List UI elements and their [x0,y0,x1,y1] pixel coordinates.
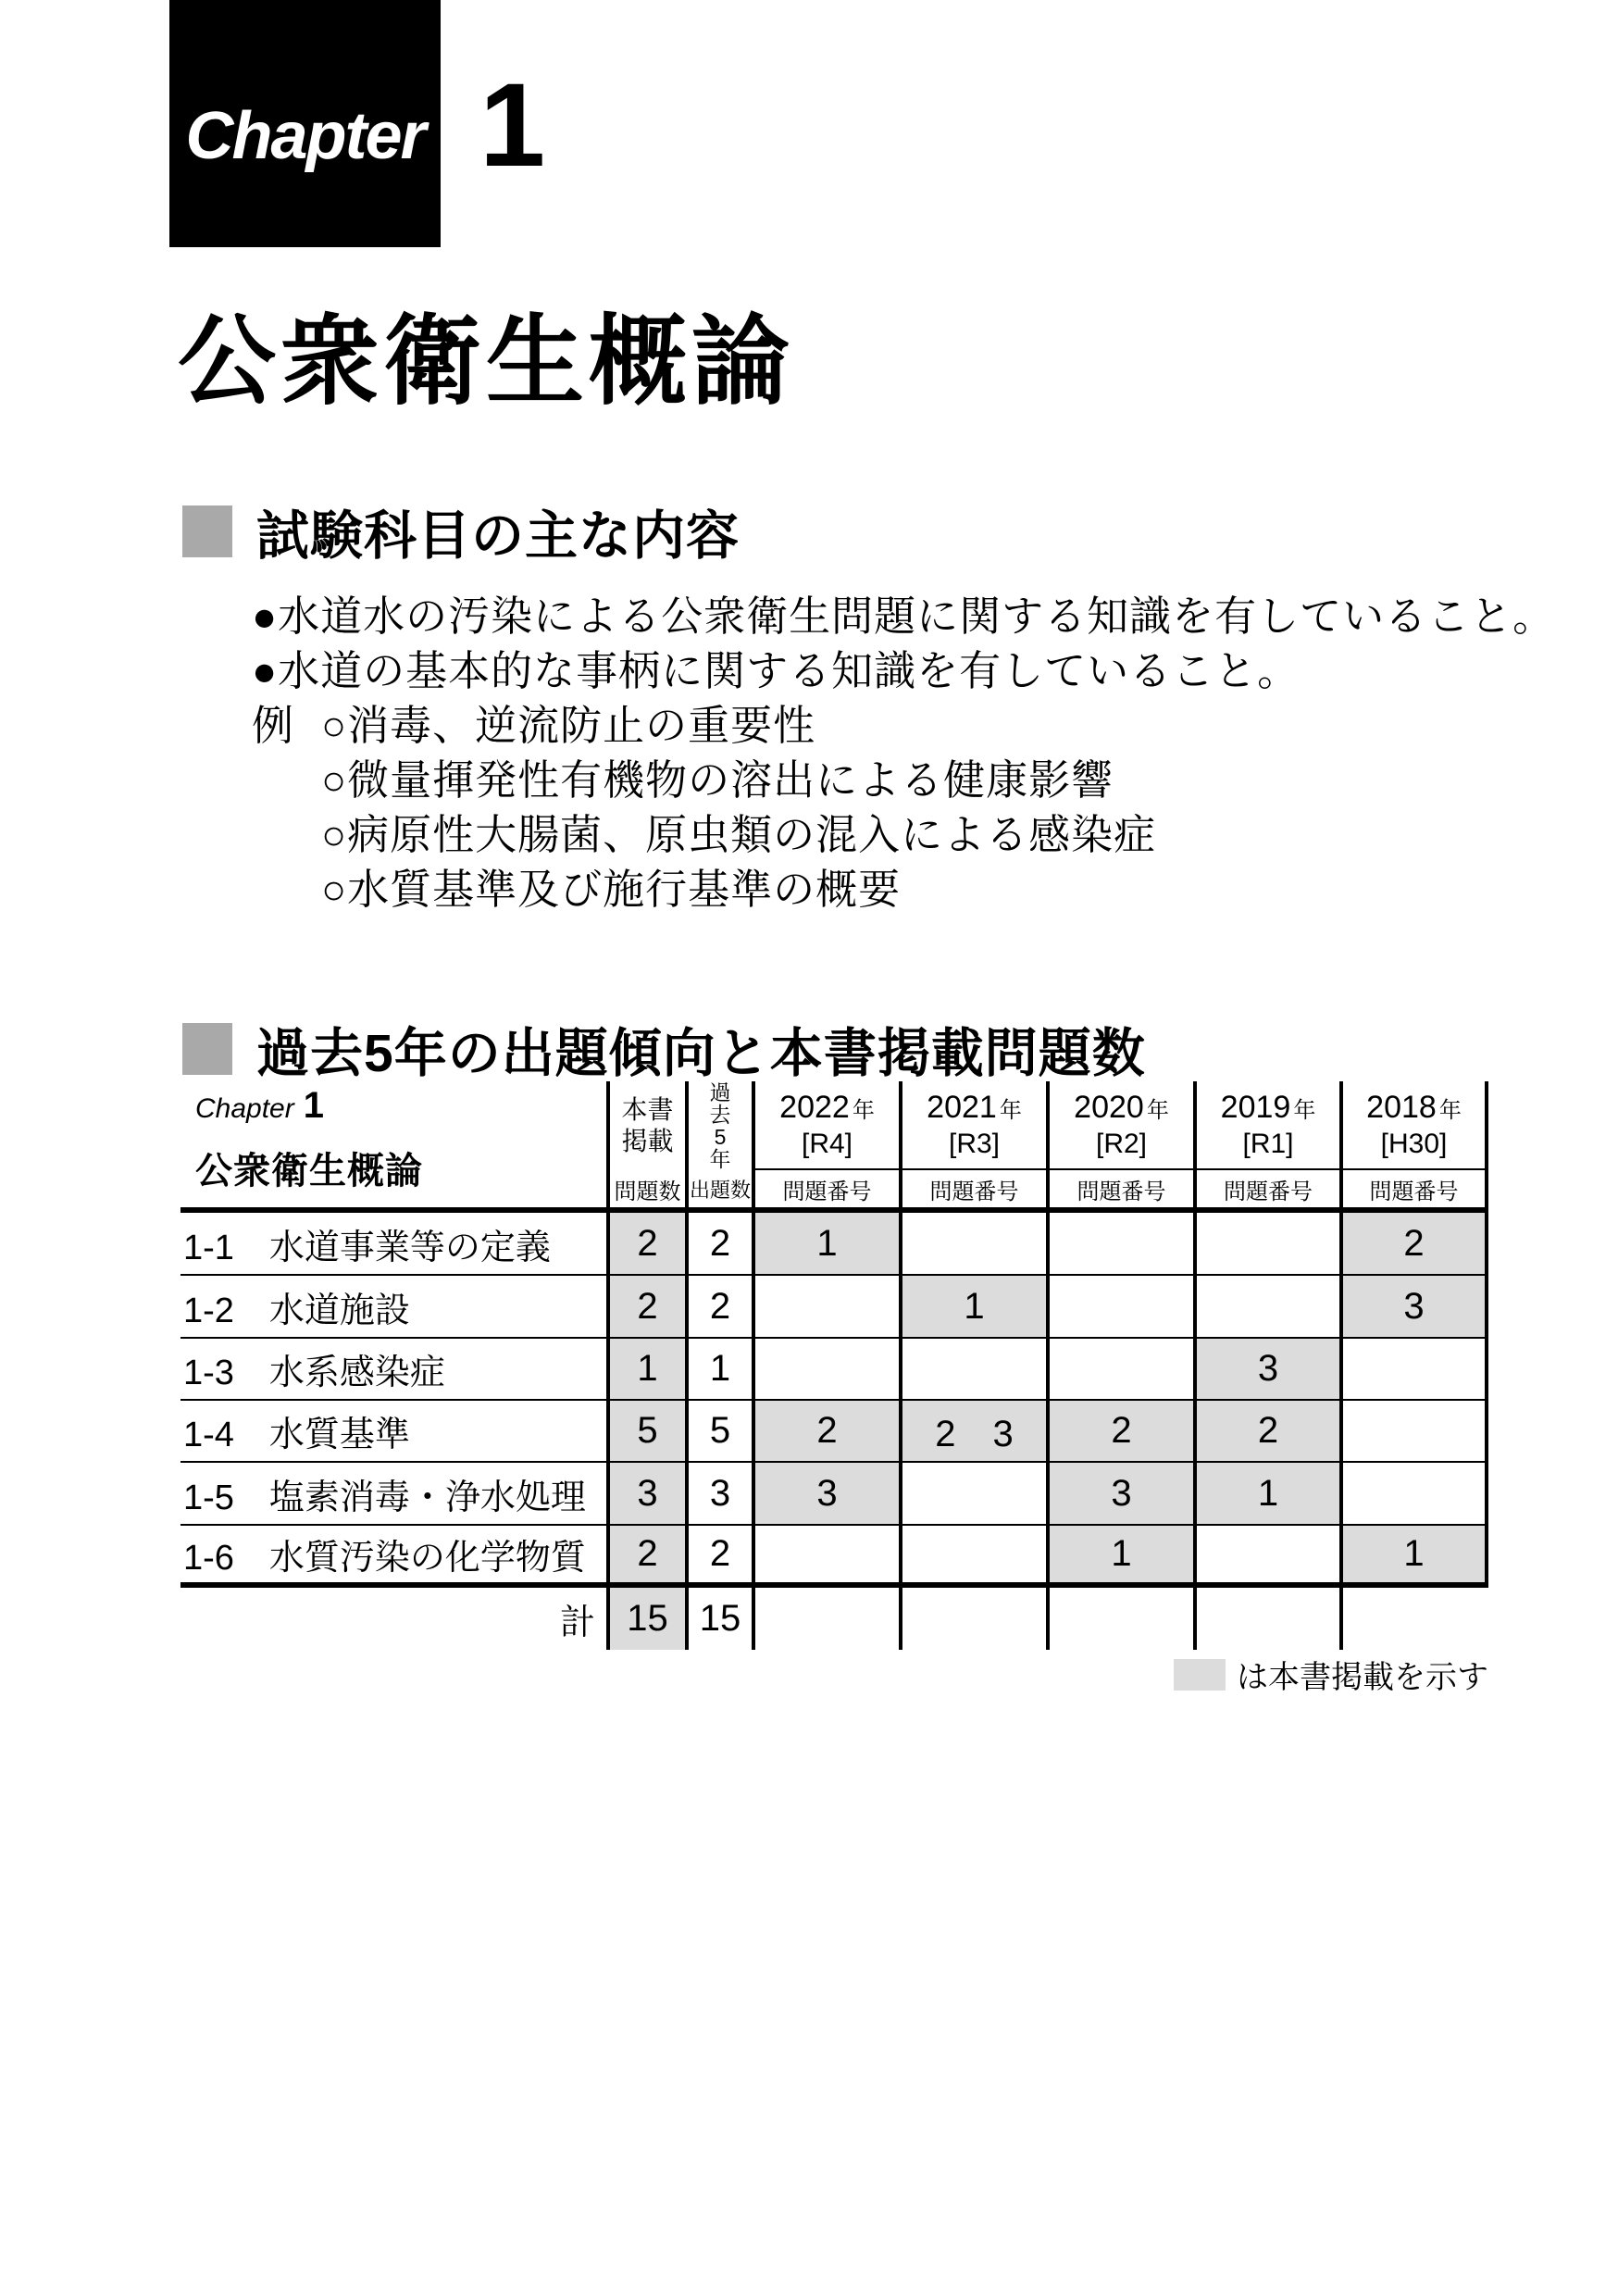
cell-past: 2 [685,1526,752,1588]
cell-year: 3 [1046,1463,1193,1526]
cell-year [1193,1213,1339,1276]
cell-year: 2 [1193,1401,1339,1463]
cell-year: 3 [1339,1276,1488,1339]
list-item: ○病原性大腸菌、原虫類の混入による感染症 [321,811,1157,858]
cell-year [899,1526,1046,1588]
year-label: 2021 [927,1089,997,1125]
header-year-2021 [899,1081,1046,1213]
header-past-char: 年 [709,1147,731,1171]
year-era: [H30] [1380,1129,1448,1160]
section-heading-text: 試験科目の主な内容 [256,506,740,566]
cell-book: 3 [606,1463,685,1526]
table-legend [1174,1652,1488,1697]
year-unit: 年 [1146,1097,1169,1123]
cell-year [1046,1213,1193,1276]
header-past-label [689,1081,752,1170]
row-label: 1-3 水系感染症 [180,1339,606,1401]
cell-book: 2 [606,1276,685,1339]
list-item [252,698,1555,753]
row-label: 1-2 水道施設 [180,1276,606,1339]
header-book-column [606,1081,685,1213]
year-era: [R1] [1242,1129,1294,1160]
year-sub: 問題番号 [902,1168,1046,1207]
year-sub: 問題番号 [1050,1168,1193,1207]
year-sub: 問題番号 [755,1168,899,1207]
question-trend-table [180,1081,1488,1650]
cell-year: 1 [1339,1526,1488,1588]
total-year-cell [752,1588,899,1650]
cell-past: 3 [685,1463,752,1526]
header-book-line2: 掲載 [621,1127,674,1155]
cell-year [1339,1463,1488,1526]
year-era: [R2] [1095,1129,1148,1160]
row-label: 1-6 水質汚染の化学物質 [180,1526,606,1588]
table-corner-title: 公衆衛生概論 [195,1151,423,1192]
year-label: 2020 [1074,1089,1144,1125]
cell-year: 1 [752,1213,899,1276]
cell-year: 2 [1046,1401,1193,1463]
section-heading-text: 過去5年の出題傾向と本書掲載問題数 [256,1024,1146,1083]
list-item: ●水道水の汚染による公衆衛生問題に関する知識を有していること。 [252,593,1556,640]
cell-year [1046,1276,1193,1339]
cell-book: 5 [606,1401,685,1463]
list-item: ●水道の基本的な事柄に関する知識を有していること。 [252,647,1301,694]
total-year-cell [899,1588,1046,1650]
header-year-2019 [1193,1081,1339,1213]
header-year-2020 [1046,1081,1193,1213]
chapter-banner-label: Chapter [185,98,425,173]
cell-year: 1 [899,1276,1046,1339]
cell-year [1339,1401,1488,1463]
year-unit: 年 [1438,1097,1462,1123]
header-year-2022 [752,1081,899,1213]
cell-year [1046,1339,1193,1401]
header-book-sub: 問題数 [614,1179,681,1204]
year-era: [R4] [801,1129,853,1160]
section-heading-exam-content [182,493,740,569]
year-unit: 年 [1293,1097,1316,1123]
total-year-cell [1193,1588,1339,1650]
list-item-text: ○消毒、逆流防止の重要性 [321,702,816,749]
total-year-cell [1046,1588,1193,1650]
section-heading-trend-table [182,1011,1146,1087]
total-book: 15 [606,1588,685,1650]
cell-past: 2 [685,1276,752,1339]
cell-year [1193,1276,1339,1339]
header-book-label [610,1081,685,1170]
year-sub: 問題番号 [1343,1168,1485,1207]
cell-past: 5 [685,1401,752,1463]
header-past-sub: 出題数 [689,1178,751,1202]
cell-year: 2 [752,1401,899,1463]
total-past: 15 [685,1588,752,1650]
section-square-icon [182,505,232,557]
year-label: 2018 [1366,1089,1437,1125]
table-corner-chapter [195,1085,606,1127]
cell-year [899,1463,1046,1526]
cell-year: 2 [1339,1213,1488,1276]
total-row-label: 計 [559,1603,595,1642]
page-title: 公衆衛生概論 [178,307,794,417]
cell-past: 2 [685,1213,752,1276]
row-label: 1-1 水道事業等の定義 [180,1213,606,1276]
corner-chapter-label: Chapter [195,1093,294,1124]
year-era: [R3] [948,1129,1001,1160]
year-unit: 年 [852,1097,875,1123]
year-unit: 年 [999,1097,1022,1123]
cell-year [1193,1526,1339,1588]
legend-gray-swatch-icon [1174,1659,1226,1691]
cell-year [899,1213,1046,1276]
corner-chapter-number: 1 [303,1085,324,1126]
header-past-char: 過 [709,1080,731,1104]
chapter-number: 1 [479,59,546,192]
cell-past: 1 [685,1339,752,1401]
cell-year [1339,1339,1488,1401]
list-item: ○微量揮発性有機物の溶出による健康影響 [321,756,1114,804]
header-book-line1: 本書 [621,1095,674,1124]
row-label: 1-5 塩素消毒・浄水処理 [180,1463,606,1526]
cell-book: 1 [606,1339,685,1401]
header-year-2018 [1339,1081,1488,1213]
cell-year: 2 3 [899,1401,1046,1463]
table-corner-cell [180,1081,606,1213]
total-year-cell [1339,1588,1488,1650]
section-square-icon [182,1023,232,1075]
year-sub: 問題番号 [1197,1168,1339,1207]
list-item: ○水質基準及び施行基準の概要 [321,866,902,913]
year-label: 2019 [1220,1089,1291,1125]
cell-year: 3 [752,1463,899,1526]
exam-content-list [252,589,1555,917]
cell-year: 1 [1046,1526,1193,1588]
cell-year: 1 [1193,1463,1339,1526]
year-label: 2022 [779,1089,850,1125]
cell-year [752,1276,899,1339]
header-past-char: 去 [709,1103,731,1127]
chapter-banner [169,0,441,247]
cell-year [899,1339,1046,1401]
header-past-column [685,1081,752,1213]
header-past-char: 5 [714,1125,727,1149]
cell-book: 2 [606,1213,685,1276]
row-label: 1-4 水質基準 [180,1401,606,1463]
cell-year: 3 [1193,1339,1339,1401]
cell-year [752,1339,899,1401]
legend-text: は本書掲載を示す [1237,1660,1488,1695]
cell-book: 2 [606,1526,685,1588]
cell-year [752,1526,899,1588]
list-item-prefix: 例 [252,702,295,749]
